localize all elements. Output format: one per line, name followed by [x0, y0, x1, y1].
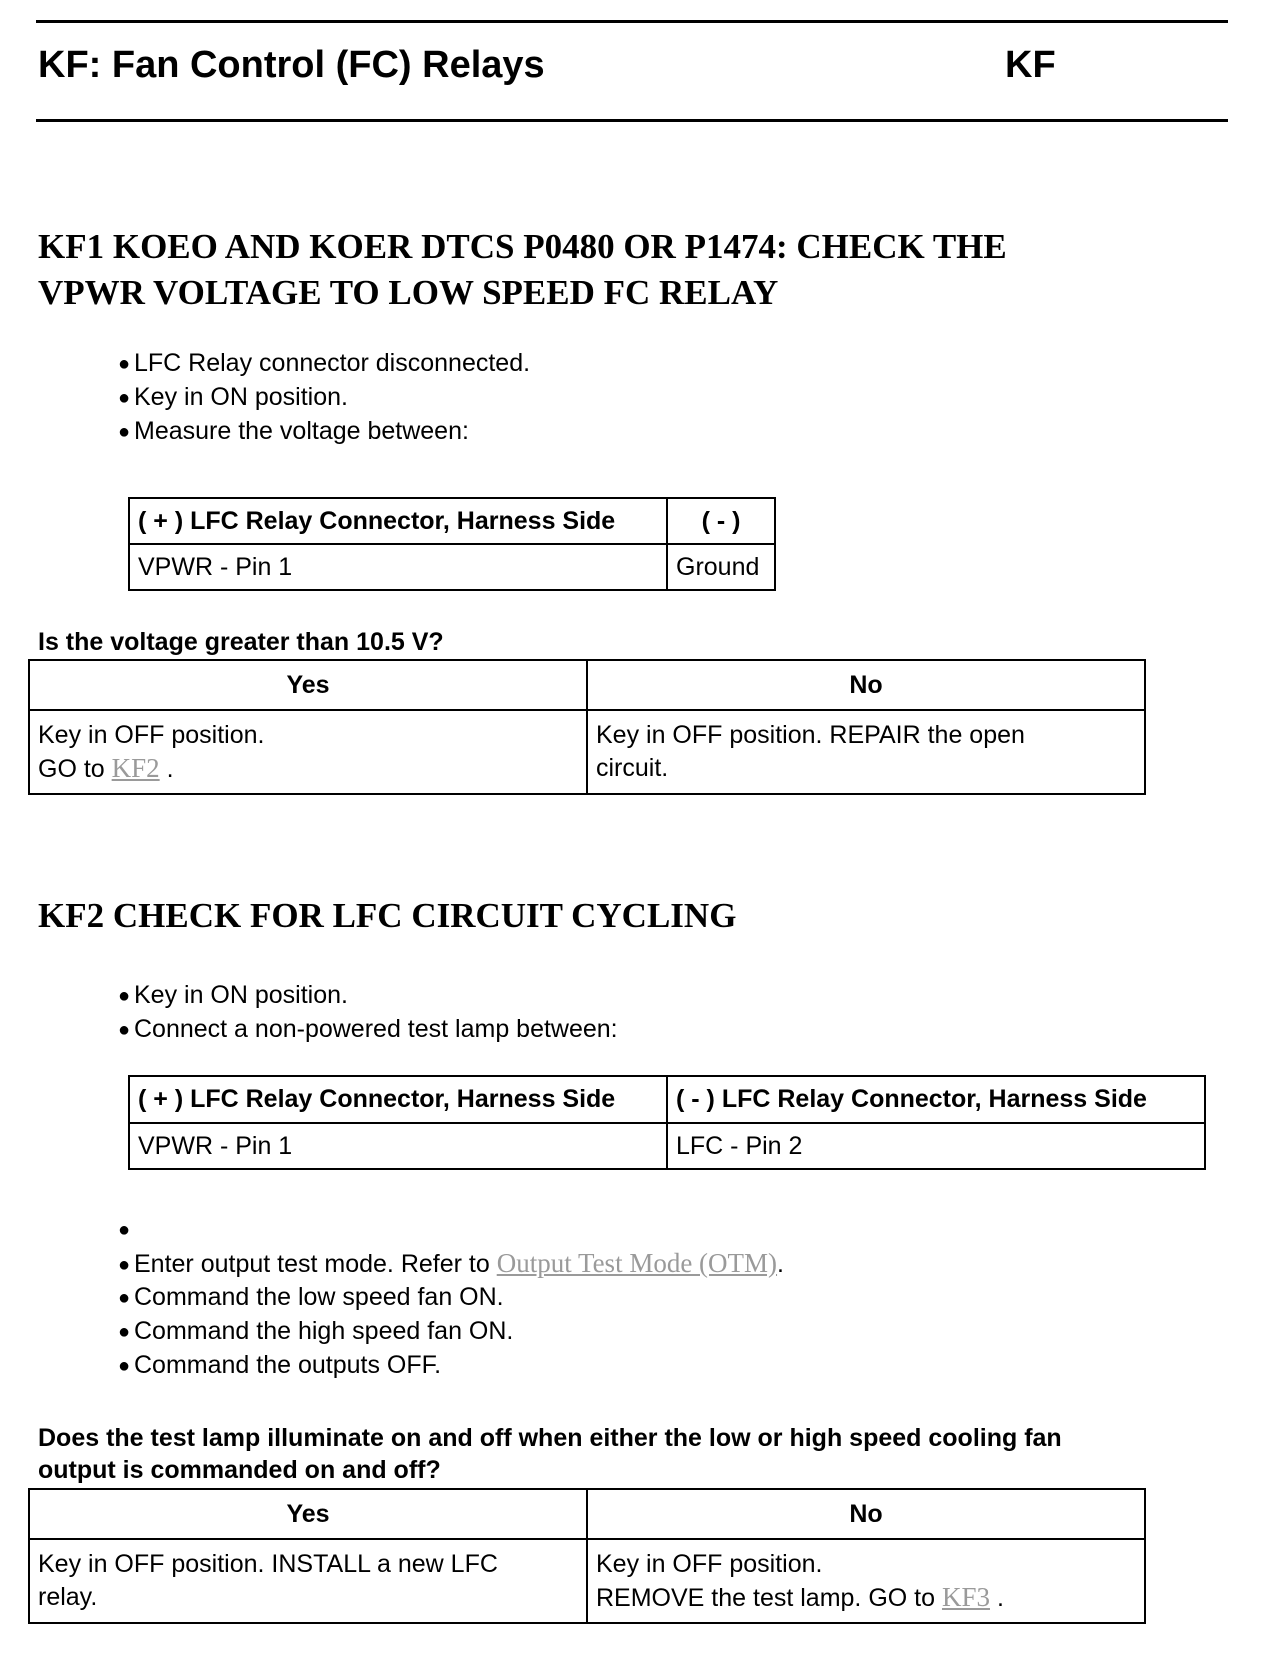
kf2-answer-table — [28, 1488, 1146, 1624]
bullet-icon: ● — [118, 1019, 131, 1041]
yes-cell: Key in OFF position. GO to KF2 . — [29, 710, 587, 794]
bullet-icon: ● — [118, 421, 131, 443]
yes-header: Yes — [29, 1489, 587, 1539]
bullet-icon: ● — [118, 353, 131, 375]
otm-link[interactable]: Output Test Mode (OTM) — [496, 1248, 778, 1278]
bullet-icon: ● — [118, 1321, 131, 1343]
section-code: KF — [1005, 44, 1056, 86]
no-header: No — [587, 660, 1145, 710]
table-cell: VPWR - Pin 1 — [129, 1123, 667, 1169]
no-header: No — [587, 1489, 1145, 1539]
kf1-title-line2: VPWR VOLTAGE TO LOW SPEED FC RELAY — [38, 273, 779, 312]
table-cell: VPWR - Pin 1 — [129, 544, 667, 590]
kf2-test-lamp-table — [128, 1075, 1206, 1170]
kf1-steps — [118, 346, 530, 448]
list-item: ● Command the outputs OFF. — [118, 1348, 784, 1382]
kf1-title — [38, 224, 1178, 316]
table-header: ( - ) — [667, 498, 775, 544]
kf1-answer-table — [28, 659, 1146, 795]
list-item: ● Key in ON position. — [118, 978, 618, 1012]
yes-header: Yes — [29, 660, 587, 710]
kf2-link[interactable]: KF2 — [111, 752, 160, 783]
bullet-icon: ● — [118, 985, 131, 1007]
list-item: ● Command the low speed fan ON. — [118, 1280, 784, 1314]
list-item: ● Key in ON position. — [118, 380, 530, 414]
no-cell: Key in OFF position. REMOVE the test lamp. GO to KF3 . — [587, 1539, 1145, 1623]
list-item: ● Measure the voltage between: — [118, 414, 530, 448]
kf2-steps — [118, 978, 618, 1046]
bullet-icon: ● — [118, 387, 131, 409]
bullet-icon: ● — [118, 1287, 131, 1309]
kf1-measure-table — [128, 497, 776, 591]
header-bottom-rule — [36, 119, 1228, 122]
kf2-question: Does the test lamp illuminate on and off when either the low or high speed cooling fan output is commanded on and off? — [38, 1424, 1062, 1484]
bullet-icon: ● — [118, 1355, 131, 1377]
table-header: ( - ) LFC Relay Connector, Harness Side — [667, 1076, 1205, 1123]
page-title: KF: Fan Control (FC) Relays — [38, 44, 545, 86]
list-item — [118, 1212, 784, 1246]
kf3-link[interactable]: KF3 — [941, 1581, 990, 1612]
kf1-question: Is the voltage greater than 10.5 V? — [38, 628, 444, 656]
list-item: ● LFC Relay connector disconnected. — [118, 346, 530, 380]
header-top-rule — [36, 20, 1228, 23]
yes-cell: Key in OFF position. INSTALL a new LFC relay. — [29, 1539, 587, 1623]
bullet-icon: ● — [118, 1219, 131, 1241]
list-item: ● Command the high speed fan ON. — [118, 1314, 784, 1348]
kf2-otm-steps — [118, 1212, 784, 1382]
list-item: ● Enter output test mode. Refer to Output Test Mode (OTM). — [118, 1246, 784, 1280]
table-cell: LFC - Pin 2 — [667, 1123, 1205, 1169]
table-header: ( + ) LFC Relay Connector, Harness Side — [129, 498, 667, 544]
table-header: ( + ) LFC Relay Connector, Harness Side — [129, 1076, 667, 1123]
list-item: ● Connect a non-powered test lamp between: — [118, 1012, 618, 1046]
kf2-title: KF2 CHECK FOR LFC CIRCUIT CYCLING — [38, 896, 737, 935]
kf1-title-line1: KF1 KOEO AND KOER DTCS P0480 OR P1474: CHECK THE — [38, 227, 1007, 266]
no-cell: Key in OFF position. REPAIR the open circuit. — [587, 710, 1145, 794]
table-cell: Ground — [667, 544, 775, 590]
bullet-icon: ● — [118, 1254, 131, 1276]
